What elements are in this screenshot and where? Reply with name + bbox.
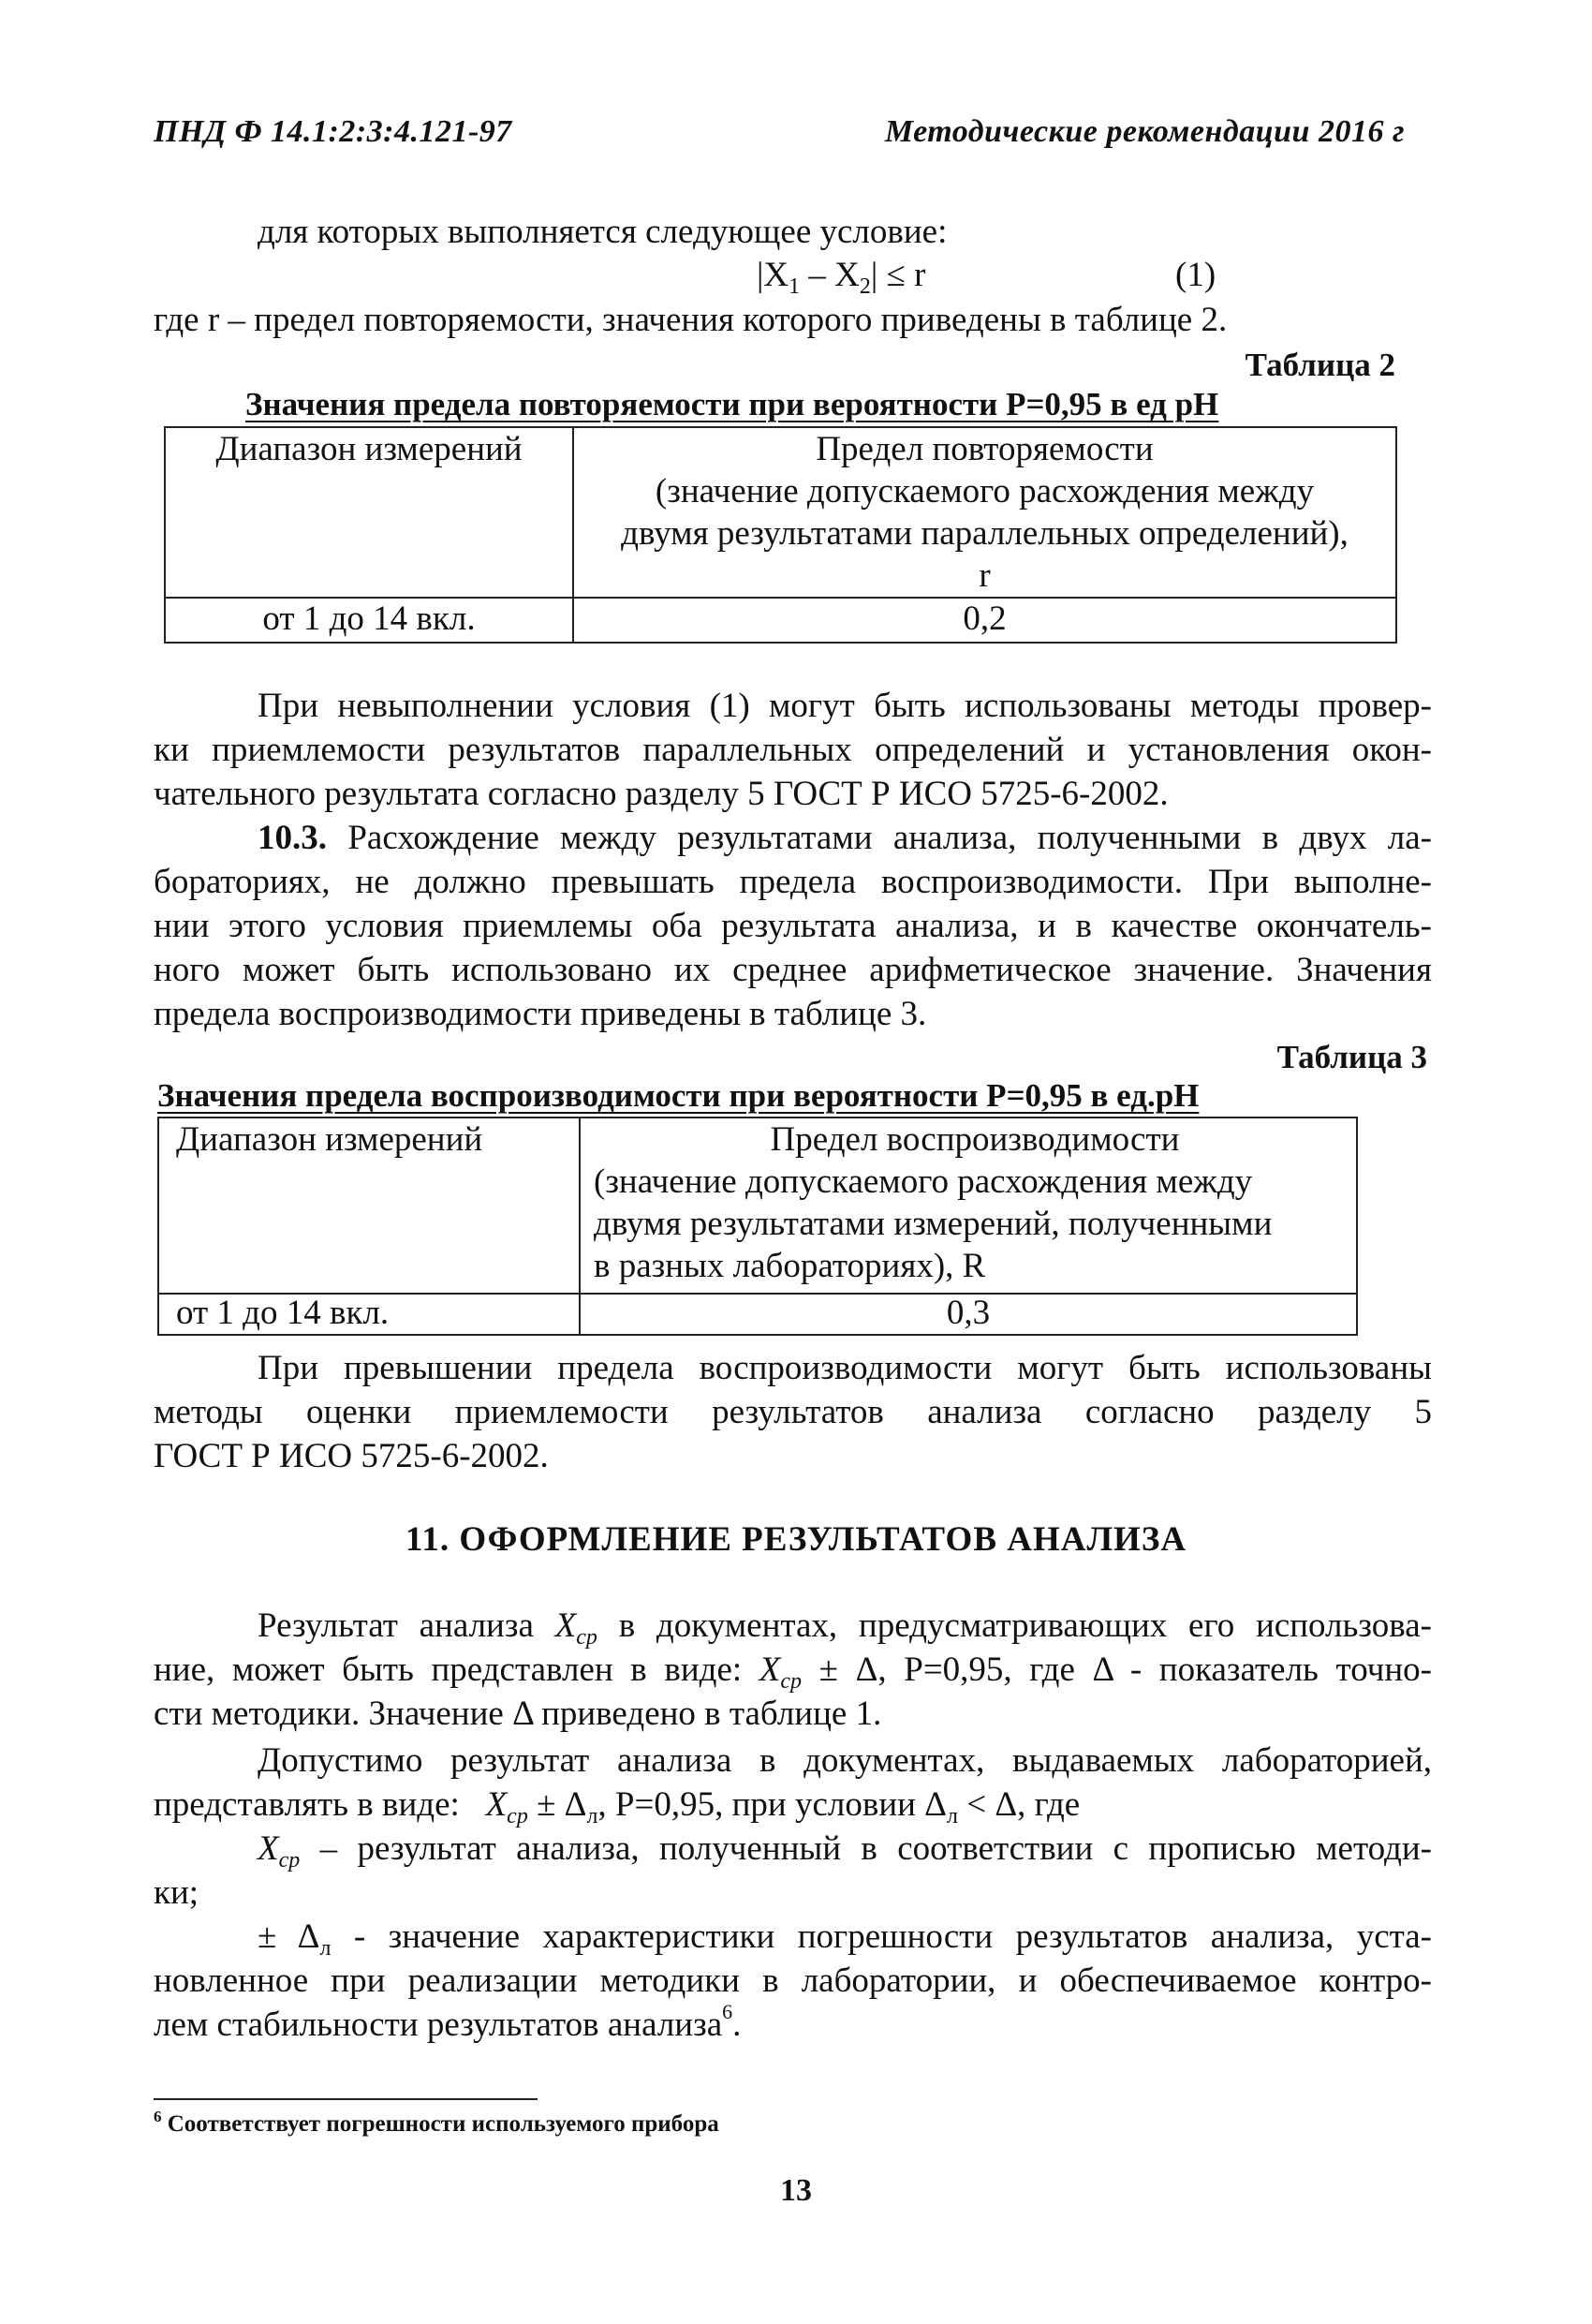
table3-row [158, 1294, 1357, 1335]
table2-range: от 1 до 14 вкл. [165, 598, 573, 643]
section-number: 10.3. [258, 819, 327, 857]
section-11-title: 11. ОФОРМЛЕНИЕ РЕЗУЛЬТАТОВ АНАЛИЗА [405, 1520, 1187, 1559]
document-type: Методические рекомендации 2016 г [884, 114, 1405, 149]
footnote-ref: 6 [722, 2000, 733, 2023]
table3-range: от 1 до 14 вкл. [158, 1294, 580, 1335]
table3-value: 0,3 [580, 1294, 1357, 1335]
x-cp-symbol: $X_{ср}$ [485, 1785, 528, 1828]
condition-line: для которых выполняется следующее условие: [258, 213, 948, 251]
page-number: 13 [780, 2173, 812, 2208]
footnote: $^6$ Соответствует погрешности используемого прибора [154, 2108, 719, 2137]
table3-col2-header: Предел воспроизводимости (значение допускаемого расхождения между двумя результатами измерений, полученными в разных лабораториях), R [580, 1118, 1357, 1294]
table2-label: Таблица 2 [1245, 347, 1395, 383]
formula-x1: $X_1$ [763, 256, 801, 299]
formula-x2: $X_2$ [834, 256, 871, 299]
para2: 10.3. Расхождение между результатами анализа, полученными в двух ла- бораториях, не должно превышать предела воспроизводимости. При выполне- нии этого условия приемлемы оба результата анализа, и в качестве окончатель- ного может быть использовано их среднее арифметическое значение. Значения предела воспроизводимости приведены в таблице 3. [154, 819, 1432, 1033]
table3-header-row [158, 1118, 1357, 1294]
table3 [157, 1117, 1358, 1336]
table2-caption: Значения предела повторяемости при вероятности P=0,95 в ед pH [245, 386, 1219, 422]
document-code: ПНД Ф 14.1:2:3:4.121-97 [154, 114, 512, 149]
section11-para2: Допустимо результат анализа в документах, выдаваемых лабораторией, представлять в виде: $X_{ср} \pm \Delta_л$, P=0,95, при условии $\Delta_л < \Delta$, где [154, 1741, 1432, 1828]
table2-header-row [165, 427, 1396, 598]
table3-col1-header: Диапазон измерений [158, 1118, 580, 1294]
table2-row [165, 598, 1396, 643]
table2-col2-header: Предел повторяемости (значение допускаемого расхождения между двумя результатами параллельных определений), r [573, 427, 1396, 598]
table2 [164, 426, 1397, 644]
formula: $|X_1 - X_2| \le r$ [757, 256, 926, 299]
table3-label: Таблица 3 [1276, 1039, 1427, 1075]
para1: При невыполнении условия (1) могут быть использованы методы провер- ки приемлемости результатов параллельных определений и установления окон- чательного результата согласно разделу 5 ГОСТ Р ИСО 5725-6-2002. [154, 687, 1432, 813]
x-cp-symbol: $X_{ср}$ [554, 1606, 597, 1650]
section11-para3: $X_{ср}$ – результат анализа, полученный в соответствии с прописью методи- ки; [154, 1829, 1433, 1912]
x-cp-symbol: $X_{ср}$ [258, 1829, 301, 1873]
where-line: где r – предел повторяемости, значения которого приведены в таблице 2. [154, 301, 1228, 339]
table3-caption: Значения предела воспроизводимости при вероятности P=0,95 в ед.pH [157, 1077, 1200, 1114]
section11-para1: Результат анализа $X_{ср}$ в документах, предусматривающих его использова- ние, может быть представлен в виде: $X_{ср} \pm \Delta$, P=0,95, где Δ - показатель точно- сти методики. Значение Δ приведено в таблице 1. [154, 1606, 1432, 1733]
x-cp-symbol: $X_{ср}$ [759, 1650, 803, 1694]
table2-value: 0,2 [573, 598, 1396, 643]
para3: При превышении предела воспроизводимости могут быть использованы методы оценки приемлемости результатов анализа согласно разделу 5 ГОСТ Р ИСО 5725-6-2002. [154, 1349, 1432, 1475]
section11-para4: ± $\Delta_л$ - значение характеристики погрешности результатов анализа, уста- новленное при реализации методики в лаборатории, и обеспечиваемое контро- лем стабильности результатов анализа$^6$. [154, 1917, 1432, 2044]
formula-number: (1) [1175, 256, 1216, 294]
table2-col1-header: Диапазон измерений [165, 427, 573, 598]
footnote-divider [154, 2098, 538, 2100]
